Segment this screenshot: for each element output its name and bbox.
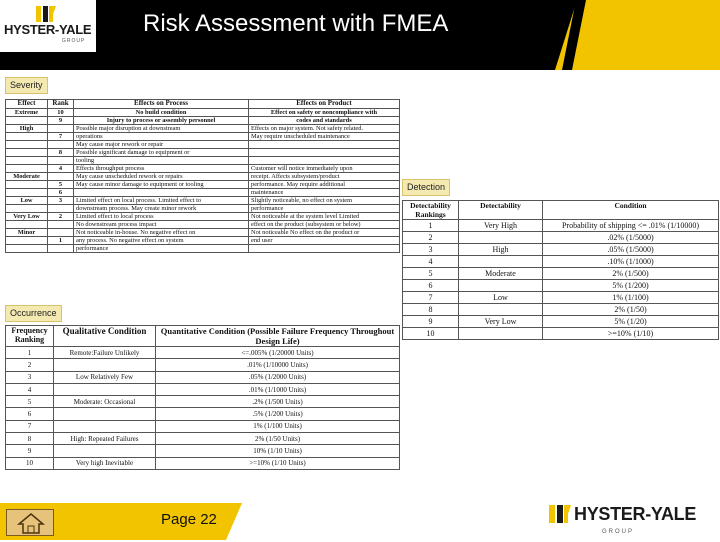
severity-product-cell: effect on the product (subsystem or below) <box>249 220 400 228</box>
header-logo-subtext: GROUP <box>62 38 86 44</box>
severity-process-cell: Limited effect on local process. Limited effect to <box>74 196 249 204</box>
severity-rank-cell <box>48 204 74 212</box>
severity-rank-cell: 1 <box>48 236 74 244</box>
detection-col-detectability: Detectability <box>459 201 543 220</box>
table-row <box>6 204 400 212</box>
occurrence-qualitative-cell <box>54 408 156 420</box>
severity-process-cell: No build condition <box>74 108 249 116</box>
severity-product-cell: receipt. Affects subsystem/product <box>249 172 400 180</box>
occurrence-rank-cell: 8 <box>6 433 54 445</box>
severity-process-cell: Not noticeable in-house. No negative effect on <box>74 228 249 236</box>
severity-col-process: Effects on Process <box>74 100 249 109</box>
table-row <box>6 445 400 457</box>
occurrence-rank-cell: 2 <box>6 359 54 371</box>
occurrence-rank-cell: 3 <box>6 371 54 383</box>
occurrence-quantitative-cell: >=10% (1/10 Units) <box>156 457 400 469</box>
severity-rank-cell: 10 <box>48 108 74 116</box>
occurrence-rank-cell: 9 <box>6 445 54 457</box>
severity-rank-cell: 5 <box>48 180 74 188</box>
detection-rank-cell: 10 <box>403 328 459 340</box>
table-row <box>6 212 400 220</box>
severity-product-cell: Slightly noticeable, no effect on system <box>249 196 400 204</box>
occurrence-qualitative-cell: Moderate: Occasional <box>54 396 156 408</box>
table-row <box>6 420 400 432</box>
table-row <box>403 292 719 304</box>
table-row <box>403 304 719 316</box>
table-row <box>6 457 400 469</box>
severity-product-cell <box>249 244 400 252</box>
severity-process-cell: downstream process. May create minor rework <box>74 204 249 212</box>
severity-rank-cell <box>48 124 74 132</box>
table-row <box>403 232 719 244</box>
detection-condition-cell: .02% (1/5000) <box>543 232 719 244</box>
table-row <box>6 132 400 140</box>
table-row <box>6 383 400 395</box>
severity-product-cell <box>249 148 400 156</box>
detection-level-cell <box>459 304 543 316</box>
severity-effect-cell: High <box>6 124 48 132</box>
table-row <box>6 148 400 156</box>
table-row <box>6 172 400 180</box>
severity-product-cell: end user <box>249 236 400 244</box>
detection-header-row <box>403 201 719 220</box>
severity-rank-cell <box>48 140 74 148</box>
occurrence-col-rank: Frequency Ranking <box>6 326 54 347</box>
detection-condition-cell: >=10% (1/10) <box>543 328 719 340</box>
footer-hy-mark-icon <box>549 503 571 525</box>
severity-effect-cell: Very Low <box>6 212 48 220</box>
severity-product-cell <box>249 156 400 164</box>
table-row <box>403 316 719 328</box>
table-row <box>6 140 400 148</box>
severity-process-cell: Effects throughput process <box>74 164 249 172</box>
table-row <box>6 408 400 420</box>
table-row <box>6 164 400 172</box>
occurrence-qualitative-cell <box>54 383 156 395</box>
detection-condition-cell: 1% (1/100) <box>543 292 719 304</box>
home-button[interactable] <box>6 509 54 536</box>
detection-rank-cell: 6 <box>403 280 459 292</box>
detection-rank-cell: 8 <box>403 304 459 316</box>
table-row <box>6 371 400 383</box>
occurrence-qualitative-cell: Remote:Failure Unlikely <box>54 347 156 359</box>
severity-process-cell: Injury to process or assembly personnel <box>74 116 249 124</box>
occurrence-quantitative-cell: .01% (1/10000 Units) <box>156 359 400 371</box>
occurrence-rank-cell: 6 <box>6 408 54 420</box>
severity-process-cell: operations <box>74 132 249 140</box>
detection-level-cell: Low <box>459 292 543 304</box>
severity-product-cell: Not noticeable No effect on the product or <box>249 228 400 236</box>
header-logo-text: HYSTER-YALE <box>4 22 92 37</box>
severity-product-cell: Not noticeable at the system level Limited <box>249 212 400 220</box>
detection-level-cell: High <box>459 244 543 256</box>
detection-level-cell: Very High <box>459 220 543 232</box>
severity-rank-cell: 6 <box>48 188 74 196</box>
occurrence-col-qualitative: Qualitative Condition <box>54 326 156 347</box>
severity-rank-cell: 7 <box>48 132 74 140</box>
severity-effect-cell: Moderate <box>6 172 48 180</box>
table-row <box>403 244 719 256</box>
severity-rank-cell <box>48 172 74 180</box>
table-row <box>6 359 400 371</box>
detection-level-cell <box>459 232 543 244</box>
table-row <box>6 396 400 408</box>
severity-process-cell <box>74 188 249 196</box>
occurrence-rank-cell: 4 <box>6 383 54 395</box>
footer-logo-subtext: GROUP <box>602 529 635 535</box>
occurrence-label: Occurrence <box>5 305 62 322</box>
severity-col-product: Effects on Product <box>249 100 400 109</box>
severity-effect-cell <box>6 116 48 124</box>
page-number: Page 22 <box>161 511 217 528</box>
detection-table <box>402 200 719 340</box>
occurrence-quantitative-cell: 2% (1/50 Units) <box>156 433 400 445</box>
severity-effect-cell <box>6 180 48 188</box>
detection-rank-cell: 3 <box>403 244 459 256</box>
severity-rank-cell <box>48 244 74 252</box>
detection-rank-cell: 5 <box>403 268 459 280</box>
table-row <box>6 244 400 252</box>
occurrence-rank-cell: 5 <box>6 396 54 408</box>
detection-level-cell: Very Low <box>459 316 543 328</box>
severity-product-cell <box>249 140 400 148</box>
detection-condition-cell: 2% (1/50) <box>543 304 719 316</box>
severity-effect-cell <box>6 140 48 148</box>
detection-rank-cell: 4 <box>403 256 459 268</box>
occurrence-table <box>5 325 400 470</box>
table-row <box>6 196 400 204</box>
severity-rank-cell <box>48 228 74 236</box>
table-row <box>403 280 719 292</box>
severity-col-effect: Effect <box>6 100 48 109</box>
detection-level-cell <box>459 280 543 292</box>
detection-col-condition: Condition <box>543 201 719 220</box>
occurrence-quantitative-cell: 10% (1/10 Units) <box>156 445 400 457</box>
severity-effect-cell <box>6 132 48 140</box>
table-row <box>6 236 400 244</box>
severity-effect-cell <box>6 220 48 228</box>
occurrence-quantitative-cell: .01% (1/1000 Units) <box>156 383 400 395</box>
table-row <box>403 220 719 232</box>
severity-process-cell: May cause unscheduled rework or repairs <box>74 172 249 180</box>
detection-condition-cell: 5% (1/20) <box>543 316 719 328</box>
detection-rank-cell: 9 <box>403 316 459 328</box>
severity-product-cell: Effect on safety or noncompliance with <box>249 108 400 116</box>
severity-rank-cell: 4 <box>48 164 74 172</box>
table-row <box>6 108 400 116</box>
table-row <box>6 228 400 236</box>
occurrence-qualitative-cell <box>54 420 156 432</box>
detection-rank-cell: 7 <box>403 292 459 304</box>
occurrence-table-body <box>6 347 400 470</box>
occurrence-qualitative-cell <box>54 445 156 457</box>
table-row <box>403 268 719 280</box>
occurrence-header-row <box>6 326 400 347</box>
occurrence-quantitative-cell: .5% (1/200 Units) <box>156 408 400 420</box>
severity-process-cell: tooling <box>74 156 249 164</box>
severity-process-cell: any process. No negative effect on system <box>74 236 249 244</box>
severity-table <box>5 99 400 253</box>
severity-process-cell: May cause major rework or repair <box>74 140 249 148</box>
severity-label: Severity <box>5 77 48 94</box>
table-row <box>6 156 400 164</box>
severity-effect-cell <box>6 188 48 196</box>
occurrence-qualitative-cell: Low Relatively Few <box>54 371 156 383</box>
detection-label: Detection <box>402 179 450 196</box>
detection-level-cell <box>459 256 543 268</box>
occurrence-quantitative-cell: 1% (1/100 Units) <box>156 420 400 432</box>
severity-effect-cell: Low <box>6 196 48 204</box>
table-row <box>6 180 400 188</box>
severity-header-row <box>6 100 400 109</box>
severity-effect-cell <box>6 236 48 244</box>
detection-table-body <box>403 220 719 340</box>
table-row <box>6 116 400 124</box>
severity-table-body <box>6 108 400 252</box>
severity-process-cell: No downstream process impact <box>74 220 249 228</box>
severity-effect-cell: Extreme <box>6 108 48 116</box>
home-icon <box>7 510 55 537</box>
severity-product-cell: performance <box>249 204 400 212</box>
severity-product-cell: Customer will notice immediately upon <box>249 164 400 172</box>
occurrence-qualitative-cell: High: Repeated Failures <box>54 433 156 445</box>
detection-condition-cell: 2% (1/500) <box>543 268 719 280</box>
severity-rank-cell: 3 <box>48 196 74 204</box>
severity-col-rank: Rank <box>48 100 74 109</box>
occurrence-rank-cell: 10 <box>6 457 54 469</box>
detection-condition-cell: 5% (1/200) <box>543 280 719 292</box>
occurrence-rank-cell: 1 <box>6 347 54 359</box>
severity-process-cell: Possible significant damage to equipment or <box>74 148 249 156</box>
severity-process-cell: Possible major disruption at downstream <box>74 124 249 132</box>
severity-process-cell: performance <box>74 244 249 252</box>
severity-product-cell: May require unscheduled maintenance <box>249 132 400 140</box>
occurrence-quantitative-cell: <=.005% (1/20000 Units) <box>156 347 400 359</box>
table-row <box>6 347 400 359</box>
severity-effect-cell <box>6 156 48 164</box>
severity-effect-cell <box>6 204 48 212</box>
severity-product-cell: Effects on major system. Not safety related. <box>249 124 400 132</box>
detection-rank-cell: 2 <box>403 232 459 244</box>
table-row <box>403 256 719 268</box>
severity-product-cell: performance. May require additional <box>249 180 400 188</box>
severity-effect-cell <box>6 244 48 252</box>
table-row <box>403 328 719 340</box>
detection-level-cell <box>459 328 543 340</box>
severity-product-cell: codes and standards <box>249 116 400 124</box>
detection-condition-cell: .10% (1/1000) <box>543 256 719 268</box>
occurrence-quantitative-cell: .2% (1/500 Units) <box>156 396 400 408</box>
footer-logo-text: HYSTER-YALE <box>574 504 697 524</box>
header-logo <box>0 0 96 52</box>
hy-mark-icon <box>36 6 56 22</box>
detection-condition-cell: Probability of shipping <= .01% (1/10000) <box>543 220 719 232</box>
table-row <box>6 220 400 228</box>
page-title: Risk Assessment with FMEA <box>143 10 449 37</box>
occurrence-quantitative-cell: .05% (1/2000 Units) <box>156 371 400 383</box>
occurrence-col-quantitative: Quantitative Condition (Possible Failure Frequency Throughout Design Life) <box>156 326 400 347</box>
occurrence-qualitative-cell <box>54 359 156 371</box>
detection-col-rank: Detectability Rankings <box>403 201 459 220</box>
detection-condition-cell: .05% (1/5000) <box>543 244 719 256</box>
occurrence-rank-cell: 7 <box>6 420 54 432</box>
detection-level-cell: Moderate <box>459 268 543 280</box>
severity-effect-cell <box>6 148 48 156</box>
severity-rank-cell <box>48 156 74 164</box>
severity-effect-cell: Minor <box>6 228 48 236</box>
severity-rank-cell: 2 <box>48 212 74 220</box>
severity-rank-cell: 9 <box>48 116 74 124</box>
severity-rank-cell: 8 <box>48 148 74 156</box>
table-row <box>6 124 400 132</box>
detection-rank-cell: 1 <box>403 220 459 232</box>
severity-process-cell: May cause minor damage to equipment or tooling <box>74 180 249 188</box>
severity-product-cell: maintenance <box>249 188 400 196</box>
severity-rank-cell <box>48 220 74 228</box>
table-row <box>6 188 400 196</box>
severity-effect-cell <box>6 164 48 172</box>
severity-process-cell: Limited effect to local process <box>74 212 249 220</box>
occurrence-qualitative-cell: Very high Inevitable <box>54 457 156 469</box>
table-row <box>6 433 400 445</box>
